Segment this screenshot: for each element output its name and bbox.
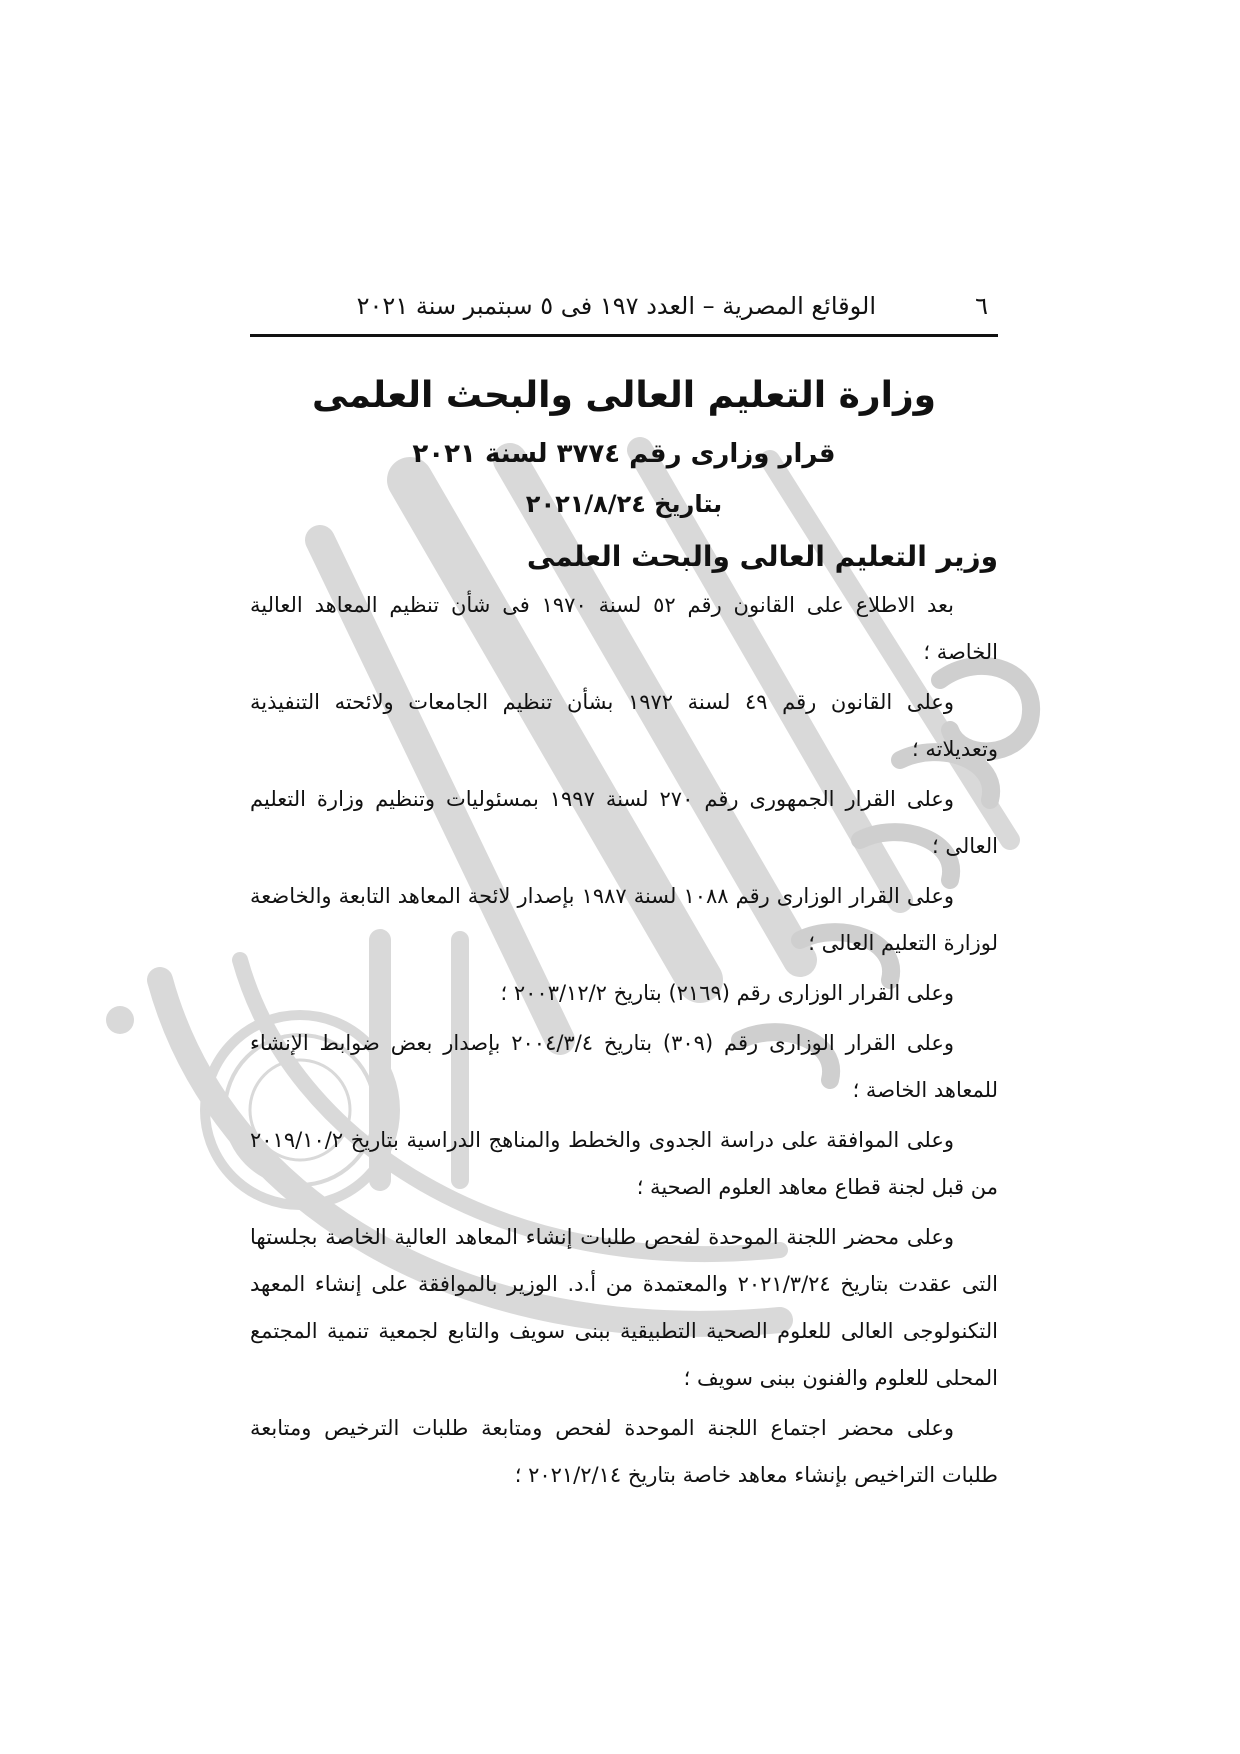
preamble-paragraph: وعلى محضر اللجنة الموحدة لفحص طلبات إنشاء المعاهد العالية الخاصة بجلستها التى عقدت بتاريخ ٢٠٢١/٣/٢٤ والمعتمدة من أ.د. الوزير بالموافقة على إنشاء المعهد التكنولوجى العالى للعلوم الصحية التطبيقية ببنى سويف والتابع لجمعية تنمية المجتمع المحلى للعلوم والفنون ببنى سويف ؛	[250, 1225, 998, 1390]
preamble-paragraph: وعلى القرار الوزارى رقم ١٠٨٨ لسنة ١٩٨٧ بإصدار لائحة المعاهد التابعة والخاضعة لوزارة التعليم العالى ؛	[250, 884, 998, 955]
ministry-title: وزارة التعليم العالى والبحث العلمى	[311, 375, 937, 416]
running-title: الوقائع المصرية – العدد ١٩٧ فى ٥ سبتمبر سنة ٢٠٢١	[356, 292, 876, 320]
header-rule	[250, 334, 998, 337]
preamble-paragraph: وعلى القرار الوزارى رقم (٢١٦٩) بتاريخ ٢٠٠٣/١٢/٢ ؛	[500, 981, 954, 1005]
minister-title: وزير التعليم العالى والبحث العلمى	[526, 540, 998, 573]
gazette-page	[250, 0, 998, 1754]
decree-body	[250, 582, 998, 1502]
preamble-paragraph: بعد الاطلاع على القانون رقم ٥٢ لسنة ١٩٧٠ فى شأن تنظيم المعاهد العالية الخاصة ؛	[250, 593, 998, 664]
decree-date: بتاريخ ٢٠٢١/٨/٢٤	[525, 490, 723, 518]
preamble-paragraph: وعلى القرار الجمهورى رقم ٢٧٠ لسنة ١٩٩٧ بمسئوليات وتنظيم وزارة التعليم العالى ؛	[250, 787, 998, 858]
preamble-paragraph: وعلى الموافقة على دراسة الجدوى والخطط والمناهج الدراسية بتاريخ ٢٠١٩/١٠/٢ من قبل لجنة قطاع معاهد العلوم الصحية ؛	[250, 1128, 998, 1199]
preamble-paragraph: وعلى القرار الوزارى رقم (٣٠٩) بتاريخ ٢٠٠٤/٣/٤ بإصدار بعض ضوابط الإنشاء للمعاهد الخاصة ؛	[250, 1031, 998, 1102]
preamble-paragraph: وعلى القانون رقم ٤٩ لسنة ١٩٧٢ بشأن تنظيم الجامعات ولائحته التنفيذية وتعديلاته ؛	[250, 690, 998, 761]
preamble-paragraph: وعلى محضر اجتماع اللجنة الموحدة لفحص ومتابعة طلبات الترخيص ومتابعة طلبات التراخيص بإنشاء معاهد خاصة بتاريخ ٢٠٢١/٢/١٤ ؛	[250, 1416, 998, 1487]
page-number: ٦	[975, 292, 988, 320]
running-header	[250, 286, 998, 326]
decree-title: قرار وزارى رقم ٣٧٧٤ لسنة ٢٠٢١	[412, 439, 836, 469]
